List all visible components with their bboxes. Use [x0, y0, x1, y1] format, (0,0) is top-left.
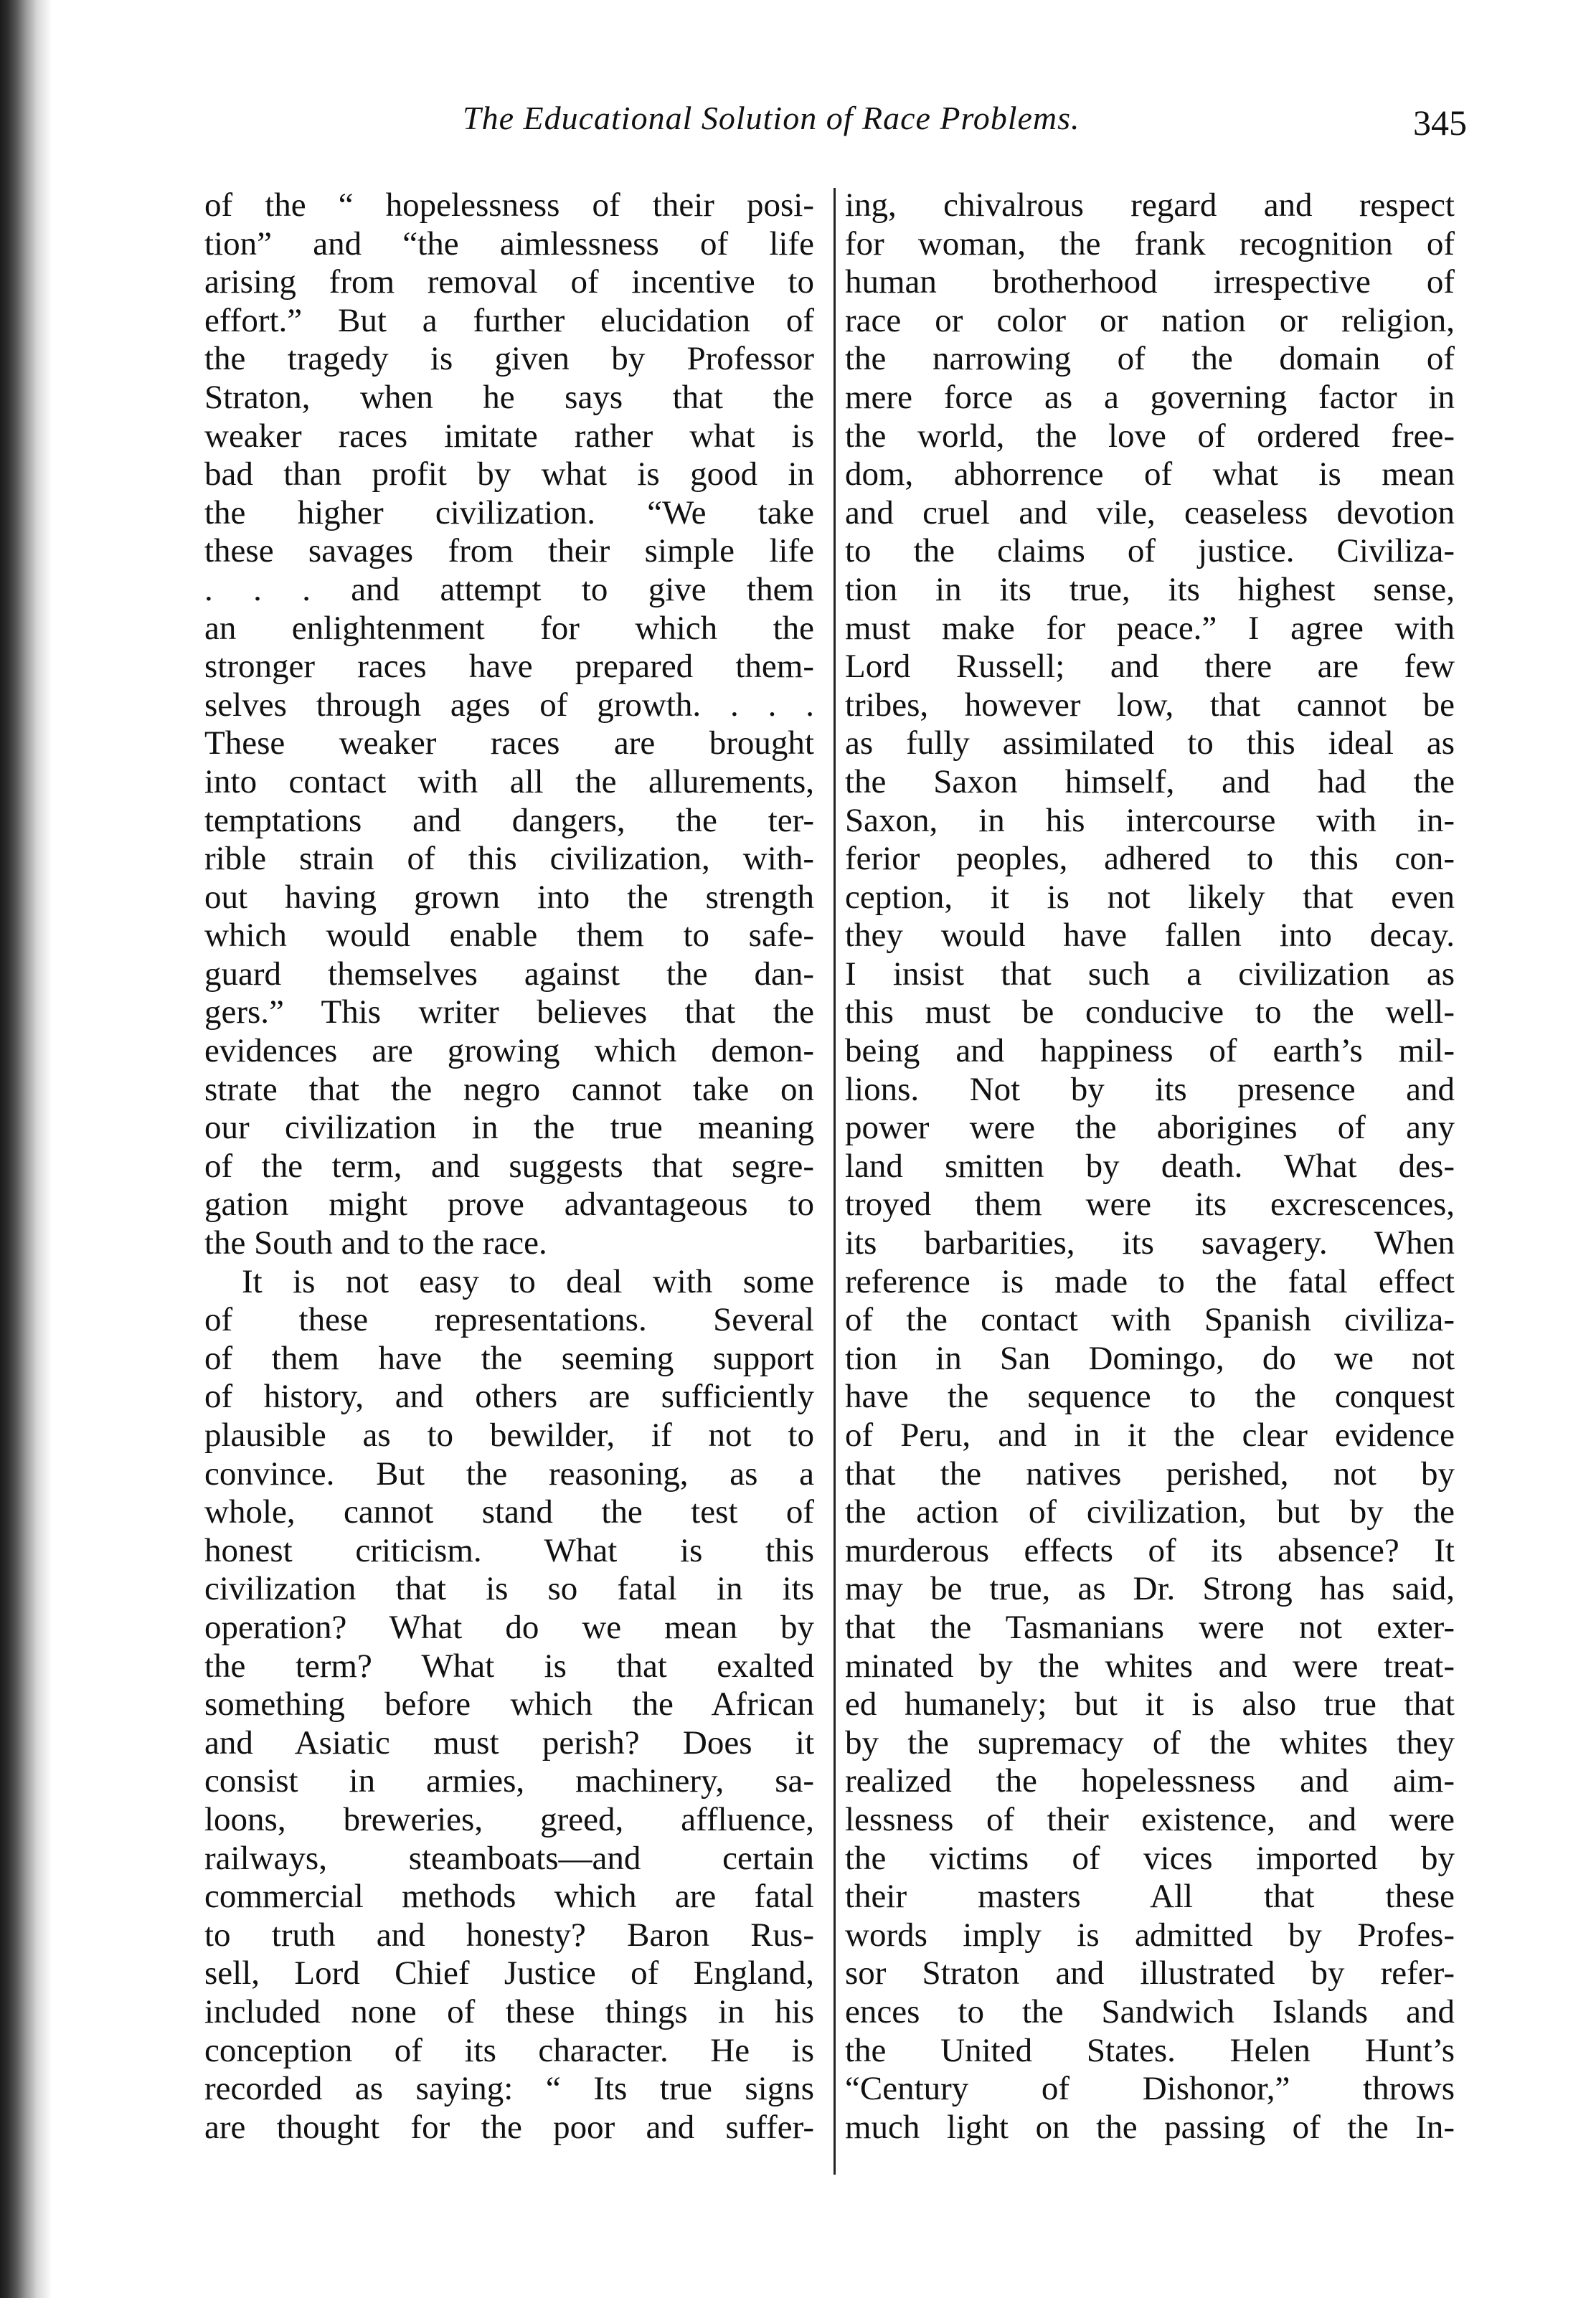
text-line: their masters All that these: [845, 1878, 1455, 1916]
text-line: ferior peoples, adhered to this con-: [845, 840, 1455, 878]
text-line: rible strain of this civilization, with-: [204, 840, 814, 878]
text-line: to the claims of justice. Civiliza-: [845, 532, 1455, 570]
text-line: as fully assimilated to this ideal as: [845, 724, 1455, 762]
text-line: the tragedy is given by Professor: [204, 340, 814, 378]
text-line: . . . and attempt to give them: [204, 570, 814, 608]
text-line: that the Tasmanians were not exter-: [845, 1608, 1455, 1646]
text-line: human brotherhood irrespective of: [845, 263, 1455, 301]
right-text-column: [845, 186, 1455, 2147]
text-line: something before which the African: [204, 1685, 814, 1724]
text-line: recorded as saying: “ Its true signs: [204, 2070, 814, 2108]
text-line: the victims of vices imported by: [845, 1839, 1455, 1877]
text-line: the world, the love of ordered free-: [845, 417, 1455, 455]
text-line: of history, and others are sufficiently: [204, 1378, 814, 1416]
text-line: to truth and honesty? Baron Rus-: [204, 1916, 814, 1954]
text-line: troyed them were its excrescences,: [845, 1186, 1455, 1224]
text-line: its barbarities, its savagery. When: [845, 1224, 1455, 1262]
text-line: sor Straton and illustrated by refer-: [845, 1954, 1455, 1992]
text-line: of the “ hopelessness of their posi-: [204, 186, 814, 224]
text-line: being and happiness of earth’s mil-: [845, 1032, 1455, 1070]
text-line: evidences are growing which demon-: [204, 1032, 814, 1070]
text-line: and Asiatic must perish? Does it: [204, 1724, 814, 1762]
running-title: The Educational Solution of Race Problems.: [463, 100, 1080, 136]
text-line: power were the aborigines of any: [845, 1109, 1455, 1147]
text-line: are thought for the poor and suffer-: [204, 2108, 814, 2146]
text-line: guard themselves against the dan-: [204, 955, 814, 993]
text-line: that the natives perished, not by: [845, 1455, 1455, 1493]
text-line: reference is made to the fatal effect: [845, 1262, 1455, 1300]
text-line: much light on the passing of the In-: [845, 2108, 1455, 2146]
text-line: sell, Lord Chief Justice of England,: [204, 1954, 814, 1992]
text-line: the higher civilization. “We take: [204, 493, 814, 531]
text-line: “Century of Dishonor,” throws: [845, 2070, 1455, 2108]
text-line: weaker races imitate rather what is: [204, 417, 814, 455]
text-line: It is not easy to deal with some: [242, 1262, 814, 1300]
text-line: for woman, the frank recognition of: [845, 224, 1455, 263]
left-text-column: [204, 186, 814, 2147]
text-line: of them have the seeming support: [204, 1339, 814, 1377]
text-line: into contact with all the allurements,: [204, 762, 814, 800]
text-line: ed humanely; but it is also true that: [845, 1685, 1455, 1724]
text-line: the narrowing of the domain of: [845, 340, 1455, 378]
text-line: lions. Not by its presence and: [845, 1070, 1455, 1108]
text-line: gers.” This writer believes that the: [204, 993, 814, 1031]
text-line: commercial methods which are fatal: [204, 1878, 814, 1916]
text-line: I insist that such a civilization as: [845, 955, 1455, 993]
text-line: this must be conducive to the well-: [845, 993, 1455, 1031]
text-line: lessness of their existence, and were: [845, 1800, 1455, 1838]
text-line: the term? What is that exalted: [204, 1647, 814, 1685]
text-line: must make for peace.” I agree with: [845, 609, 1455, 647]
text-line: ences to the Sandwich Islands and: [845, 1992, 1455, 2030]
text-line: operation? What do we mean by: [204, 1608, 814, 1646]
text-line: words imply is admitted by Profes-: [845, 1916, 1455, 1954]
text-line: honest criticism. What is this: [204, 1531, 814, 1569]
text-line: of the contact with Spanish civiliza-: [845, 1301, 1455, 1339]
text-line: loons, breweries, greed, affluence,: [204, 1800, 814, 1838]
text-line: railways, steamboats—and certain: [204, 1839, 814, 1877]
text-line: the South and to the race.: [204, 1224, 547, 1262]
text-line: included none of these things in his: [204, 1992, 814, 2030]
text-line: tribes, however low, that cannot be: [845, 686, 1455, 724]
text-line: which would enable them to safe-: [204, 917, 814, 955]
text-line: tion” and “the aimlessness of life: [204, 224, 814, 263]
text-line: race or color or nation or religion,: [845, 301, 1455, 339]
text-line: arising from removal of incentive to: [204, 263, 814, 301]
text-line: minated by the whites and were treat-: [845, 1647, 1455, 1685]
text-line: Straton, when he says that the: [204, 378, 814, 416]
text-line: out having grown into the strength: [204, 878, 814, 916]
text-line: stronger races have prepared them-: [204, 648, 814, 686]
column-divider: [834, 188, 836, 2175]
text-line: they would have fallen into decay.: [845, 917, 1455, 955]
text-line: realized the hopelessness and aim-: [845, 1762, 1455, 1800]
text-line: the Saxon himself, and had the: [845, 762, 1455, 800]
text-line: of these representations. Several: [204, 1301, 814, 1339]
text-line: tion in its true, its highest sense,: [845, 570, 1455, 608]
text-line: civilization that is so fatal in its: [204, 1570, 814, 1608]
text-line: dom, abhorrence of what is mean: [845, 455, 1455, 493]
text-line: these savages from their simple life: [204, 532, 814, 570]
page-header: [420, 99, 1467, 156]
text-line: and cruel and vile, ceaseless devotion: [845, 493, 1455, 531]
text-line: the action of civilization, but by the: [845, 1493, 1455, 1531]
text-line: tion in San Domingo, do we not: [845, 1339, 1455, 1377]
text-line: of the term, and suggests that segre-: [204, 1147, 814, 1185]
text-line: bad than profit by what is good in: [204, 455, 814, 493]
text-line: Lord Russell; and there are few: [845, 648, 1455, 686]
text-line: strate that the negro cannot take on: [204, 1070, 814, 1108]
text-line: effort.” But a further elucidation of: [204, 301, 814, 339]
text-line: ception, it is not likely that even: [845, 878, 1455, 916]
text-line: whole, cannot stand the test of: [204, 1493, 814, 1531]
text-line: our civilization in the true meaning: [204, 1109, 814, 1147]
text-line: by the supremacy of the whites they: [845, 1724, 1455, 1762]
text-line: land smitten by death. What des-: [845, 1147, 1455, 1185]
text-line: Saxon, in his intercourse with in-: [845, 801, 1455, 839]
text-line: conception of its character. He is: [204, 2031, 814, 2069]
text-line: plausible as to bewilder, if not to: [204, 1417, 814, 1454]
text-line: selves through ages of growth. . . .: [204, 686, 814, 724]
text-line: ing, chivalrous regard and respect: [845, 186, 1455, 224]
text-line: These weaker races are brought: [204, 724, 814, 762]
text-line: may be true, as Dr. Strong has said,: [845, 1570, 1455, 1608]
page-number: 345: [1413, 103, 1467, 143]
text-line: murderous effects of its absence? It: [845, 1531, 1455, 1569]
text-line: the United States. Helen Hunt’s: [845, 2031, 1455, 2069]
text-line: consist in armies, machinery, sa-: [204, 1762, 814, 1800]
text-line: mere force as a governing factor in: [845, 378, 1455, 416]
text-line: have the sequence to the conquest: [845, 1378, 1455, 1416]
text-line: temptations and dangers, the ter-: [204, 801, 814, 839]
text-line: convince. But the reasoning, as a: [204, 1455, 814, 1493]
book-binding-shadow: [0, 0, 52, 2298]
text-line: gation might prove advantageous to: [204, 1186, 814, 1224]
text-line: of Peru, and in it the clear evidence: [845, 1417, 1455, 1454]
text-line: an enlightenment for which the: [204, 609, 814, 647]
